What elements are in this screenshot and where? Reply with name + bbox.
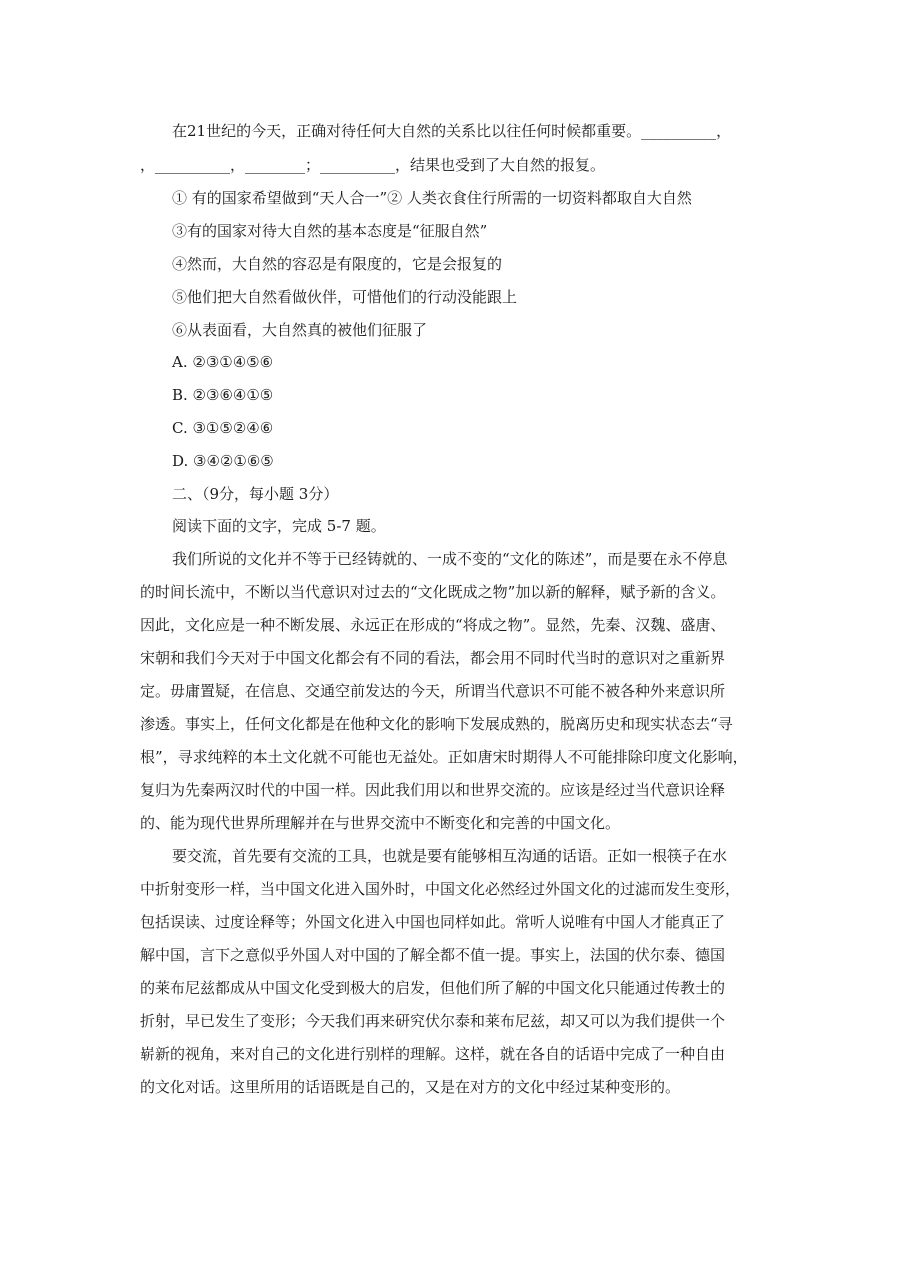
question-item: ③有的国家对待大自然的基本态度是“征服自然” bbox=[172, 222, 488, 240]
question-stem-line-1: 在21世纪的今天，正确对待任何大自然的关系比以往任何时候都重要。__________， bbox=[172, 122, 732, 140]
answer-option-a: A. ②③①④⑤⑥ bbox=[172, 353, 274, 371]
answer-option-d: D. ③④②①⑥⑤ bbox=[172, 452, 274, 470]
answer-option-b: B. ②③⑥④①⑤ bbox=[172, 386, 274, 404]
passage-line: 解中国，言下之意似乎外国人对中国的了解全都不值一提。事实上，法国的伏尔泰、德国 bbox=[140, 946, 726, 964]
passage-line: 我们所说的文化并不等于已经铸就的、一成不变的“文化的陈述”，而是要在永不停息 bbox=[172, 550, 728, 568]
passage-line: 的、能为现代世界所理解并在与世界交流中不断变化和完善的中国文化。 bbox=[140, 814, 621, 832]
passage-line: 包括误读、过度诠释等；外国文化进入中国也同样如此。常听人说唯有中国人才能真正了 bbox=[140, 913, 726, 931]
question-item: ⑥从表面看，大自然真的被他们征服了 bbox=[172, 321, 428, 339]
question-stem-line-2: ，__________，________；__________，结果也受到了大自然的报复。 bbox=[140, 156, 606, 174]
question-item: ① 有的国家希望做到“天人合一”② 人类衣食住行所需的一切资料都取自大自然 bbox=[172, 189, 692, 207]
passage-line: 的莱布尼兹都成从中国文化受到极大的启发，但他们所了解的中国文化只能通过传教士的 bbox=[140, 979, 726, 997]
passage-line: 折射，早已发生了变形；今天我们再来研究伏尔泰和莱布尼兹，却又可以为我们提供一个 bbox=[140, 1012, 726, 1030]
section-heading: 二、（9分，每小题 3分） bbox=[172, 485, 339, 503]
passage-line: 的时间长流中，不断以当代意识对过去的“文化既成之物”加以新的解释，赋予新的含义。 bbox=[140, 583, 726, 601]
passage-line: 因此，文化应是一种不断发展、永远正在形成的“将成之物”。显然，先秦、汉魏、盛唐、 bbox=[140, 616, 726, 634]
section-instruction: 阅读下面的文字，完成 5-7 题。 bbox=[172, 517, 386, 535]
passage-line: 的文化对话。这里所用的话语既是自己的，又是在对方的文化中经过某种变形的。 bbox=[140, 1078, 681, 1096]
question-item: ⑤他们把大自然看做伙伴，可惜他们的行动没能跟上 bbox=[172, 288, 518, 306]
passage-line: 复归为先秦两汉时代的中国一样。因此我们用以和世界交流的。应该是经过当代意识诠释 bbox=[140, 781, 726, 799]
question-item: ④然而，大自然的容忍是有限度的，它是会报复的 bbox=[172, 255, 503, 273]
passage-line: 渗透。事实上，任何文化都是在他种文化的影响下发展成熟的，脱离历史和现实状态去“寻 bbox=[140, 715, 733, 733]
passage-line: 定。毋庸置疑，在信息、交通空前发达的今天，所谓当代意识不可能不被各种外来意识所 bbox=[140, 682, 726, 700]
passage-line: 要交流，首先要有交流的工具，也就是要有能够相互沟通的话语。正如一根筷子在水 bbox=[172, 847, 728, 865]
passage-line: 根”，寻求纯粹的本土文化就不可能也无益处。正如唐宋时期得人不可能排除印度文化影响， bbox=[140, 748, 748, 766]
passage-line: 中折射变形一样，当中国文化进入国外时，中国文化必然经过外国文化的过滤而发生变形， bbox=[140, 880, 741, 898]
passage-line: 宋朝和我们今天对于中国文化都会有不同的看法，都会用不同时代当时的意识对之重新界 bbox=[140, 649, 726, 667]
answer-option-c: C. ③①⑤②④⑥ bbox=[172, 419, 274, 437]
passage-line: 崭新的视角，来对自己的文化进行别样的理解。这样，就在各自的话语中完成了一种自由 bbox=[140, 1045, 726, 1063]
